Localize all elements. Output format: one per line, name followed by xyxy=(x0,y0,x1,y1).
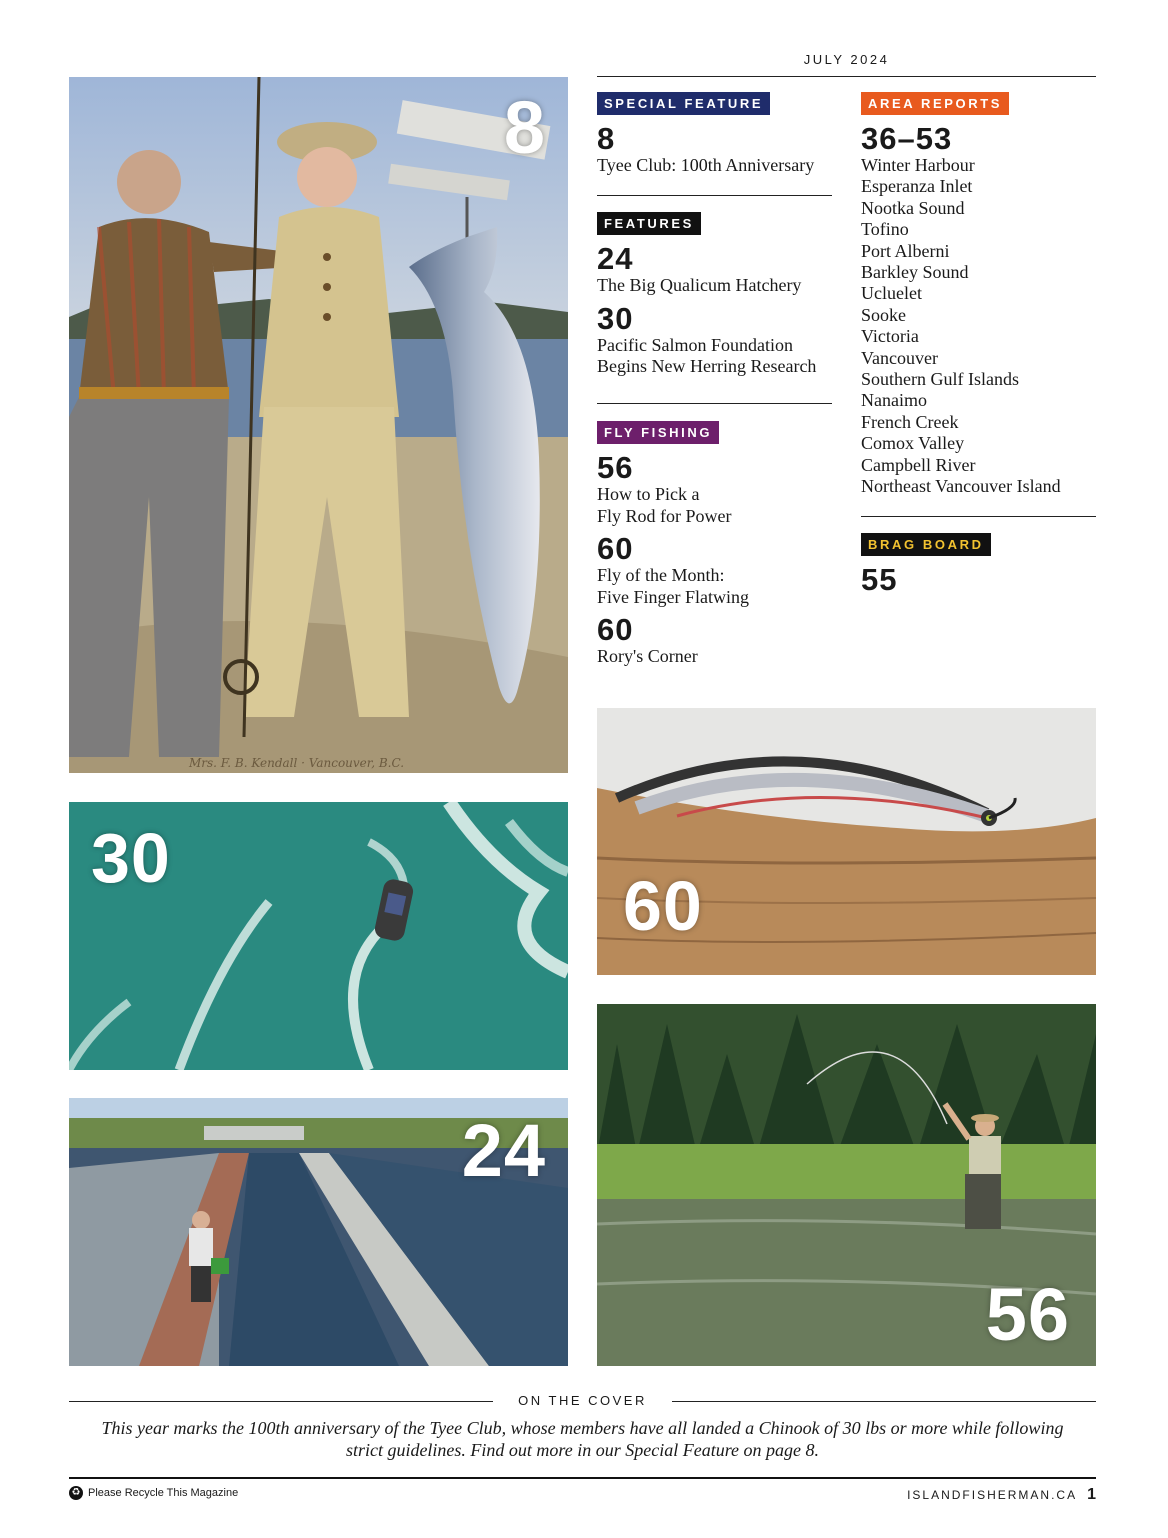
area-report-item[interactable]: Nootka Sound xyxy=(861,197,965,218)
area-report-item[interactable]: French Creek xyxy=(861,411,959,432)
fly-fishing-title[interactable]: How to Pick a xyxy=(597,484,700,504)
fly-fishing-title[interactable]: Rory's Corner xyxy=(597,646,698,666)
fly-fishing-section xyxy=(597,421,832,668)
area-report-item[interactable]: Comox Valley xyxy=(861,433,965,454)
brag-board-page[interactable]: 55 xyxy=(861,562,898,597)
section-divider xyxy=(861,516,1096,517)
area-report-item[interactable]: Tofino xyxy=(861,219,909,240)
fly-fishing-title[interactable]: Fly of the Month: xyxy=(597,565,725,585)
angler-photo xyxy=(597,1004,1096,1366)
boat-aerial-photo xyxy=(69,802,568,1070)
fly-fishing-page[interactable]: 60 xyxy=(597,531,634,566)
fly-photo xyxy=(597,708,1096,975)
recycle-note xyxy=(69,1486,238,1500)
special-feature-title[interactable]: Tyee Club: 100th Anniversary xyxy=(597,155,815,175)
photo-page-number-30: 30 xyxy=(91,819,171,897)
area-report-item[interactable]: Esperanza Inlet xyxy=(861,176,973,197)
area-reports-label: AREA REPORTS xyxy=(861,92,1009,115)
photo-page-number-24: 24 xyxy=(461,1109,546,1192)
area-report-item[interactable]: Campbell River xyxy=(861,454,976,475)
special-feature-section xyxy=(597,92,832,177)
fly-fishing-page[interactable]: 60 xyxy=(597,612,634,647)
tyee-club-photo xyxy=(69,77,568,773)
feature-title[interactable]: Begins New Herring Research xyxy=(597,356,817,376)
page-number: 1 xyxy=(1087,1486,1096,1503)
svg-text:Mrs. F. B. Kendall · Vancouver: Mrs. F. B. Kendall · Vancouver, B.C. xyxy=(189,756,405,770)
brag-board-section xyxy=(861,533,1096,596)
area-reports-section xyxy=(861,92,1096,498)
fly-fishing-title[interactable]: Fly Rod for Power xyxy=(597,505,732,526)
feature-title[interactable]: Pacific Salmon Foundation xyxy=(597,334,793,355)
issue-date: JULY 2024 xyxy=(803,52,890,67)
feature-page[interactable]: 30 xyxy=(597,300,634,336)
area-reports-list xyxy=(861,155,1096,498)
section-divider xyxy=(597,403,832,404)
area-report-item[interactable]: Vancouver xyxy=(861,347,938,368)
header-rule xyxy=(597,76,1096,77)
area-report-item[interactable]: Nanaimo xyxy=(861,390,927,411)
area-report-item[interactable]: Northeast Vancouver Island xyxy=(861,476,1061,497)
area-reports-pages[interactable]: 36–53 xyxy=(861,121,953,156)
area-report-item[interactable]: Winter Harbour xyxy=(861,155,975,175)
feature-title[interactable]: The Big Qualicum Hatchery xyxy=(597,275,802,295)
fly-fishing-label: FLY FISHING xyxy=(597,421,719,444)
special-feature-page[interactable]: 8 xyxy=(597,121,616,156)
fly-fishing-page[interactable]: 56 xyxy=(597,450,634,485)
feature-page[interactable]: 24 xyxy=(597,241,634,276)
area-report-item[interactable]: Ucluelet xyxy=(861,283,922,304)
footer-right xyxy=(907,1486,1096,1504)
section-divider xyxy=(597,195,832,196)
area-report-item[interactable]: Southern Gulf Islands xyxy=(861,369,1019,390)
footer-rule xyxy=(69,1477,1096,1479)
photo-page-number-56: 56 xyxy=(985,1273,1070,1356)
fly-fishing-title[interactable]: Five Finger Flatwing xyxy=(597,586,749,607)
area-report-item[interactable]: Barkley Sound xyxy=(861,262,969,283)
photo-page-number-8: 8 xyxy=(503,86,546,169)
on-the-cover-label: ON THE COVER xyxy=(518,1393,647,1408)
recycle-text: Please Recycle This Magazine xyxy=(88,1487,239,1499)
special-feature-label: SPECIAL FEATURE xyxy=(597,92,770,115)
area-report-item[interactable]: Victoria xyxy=(861,326,919,347)
hatchery-photo xyxy=(69,1098,568,1366)
photo-page-number-60: 60 xyxy=(623,867,703,945)
brag-board-label: BRAG BOARD xyxy=(861,533,991,556)
recycle-icon: ♻ xyxy=(69,1486,83,1500)
area-report-item[interactable]: Port Alberni xyxy=(861,240,950,261)
cover-description: This year marks the 100th anniversary of the Tyee Club, whose members have all landed a Chinook of 30 lbs or more while following strict guidelines. Find out more in our Special Feature on page 8. xyxy=(101,1418,1064,1460)
features-section xyxy=(597,212,832,378)
area-report-item[interactable]: Sooke xyxy=(861,304,906,325)
website-link[interactable]: ISLANDFISHERMAN.CA xyxy=(907,1488,1078,1502)
features-label: FEATURES xyxy=(597,212,701,235)
